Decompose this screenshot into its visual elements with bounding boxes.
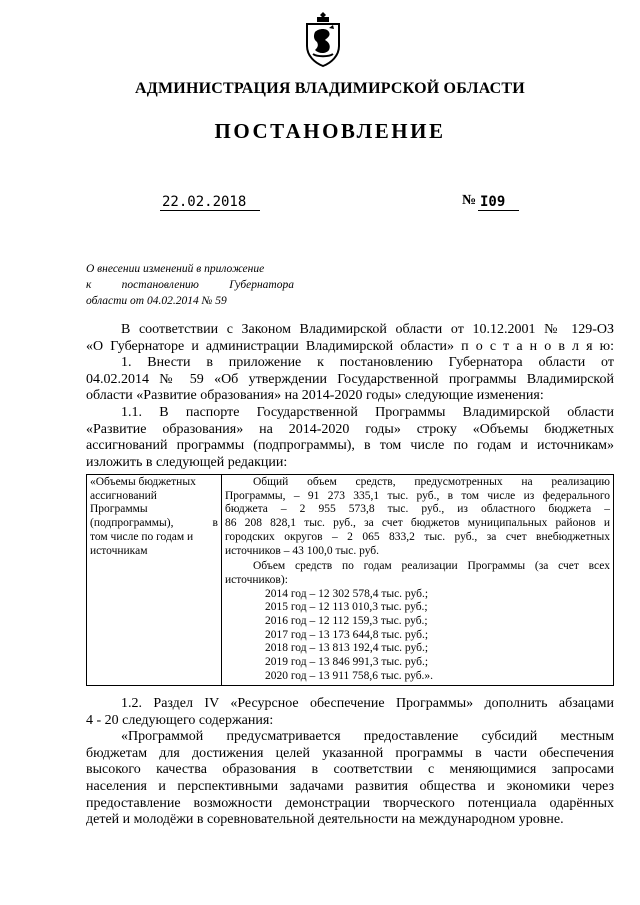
year-line: 2016 год – 12 112 159,3 тыс. руб.; bbox=[265, 615, 428, 628]
section-paragraph bbox=[86, 696, 614, 829]
cell-line: Общий объем средств, предусмотренных на реализацию bbox=[253, 476, 610, 488]
text-line: ассигнований программы (подпрограммы), в том числе по годам и источникам» bbox=[86, 438, 614, 454]
cell-line: Программы bbox=[90, 503, 148, 516]
document-subject bbox=[86, 261, 294, 309]
cell-line: источников – 43 100,0 тыс. руб. bbox=[225, 544, 380, 557]
year-line: 2019 год – 13 846 991,3 тыс. руб.; bbox=[265, 656, 429, 669]
year-line: 2020 год – 13 911 758,6 тыс. руб.». bbox=[265, 669, 434, 682]
cell-line: том числе по годам и bbox=[90, 530, 194, 543]
text-line: В соответствии с Законом Владимирской области от 10.12.2001 № 129-ОЗ bbox=[121, 322, 614, 337]
year-line: 2018 год – 13 813 192,4 тыс. руб.; bbox=[265, 642, 429, 655]
text-line: населения и перспективными задачами развития общества и экономики через bbox=[86, 778, 614, 794]
year-line: 2017 год – 13 173 644,8 тыс. руб.; bbox=[265, 628, 429, 641]
document-type: ПОСТАНОВЛЕНИЕ bbox=[214, 119, 446, 143]
subject-line: О внесении изменений в приложение bbox=[86, 263, 265, 275]
cell-line: ассигнований bbox=[90, 489, 157, 502]
organization-name: АДМИНИСТРАЦИЯ ВЛАДИМИРСКОЙ ОБЛАСТИ bbox=[135, 80, 525, 97]
coat-of-arms-icon bbox=[303, 10, 343, 68]
cell-line: Программы, – 91 273 335,1 тыс. руб., в том числе из федерального bbox=[225, 489, 610, 502]
table-cell-value bbox=[222, 475, 614, 686]
cell-line: (подпрограммы), в bbox=[90, 517, 218, 530]
text-line: области «Развитие образования» на 2014-2020 годы» следующие изменения: bbox=[86, 388, 544, 404]
subject-line: области от 04.02.2014 № 59 bbox=[86, 295, 227, 307]
table-row bbox=[87, 475, 614, 686]
document-date: 22.02.2018 bbox=[160, 194, 260, 211]
subject-line: к постановлению Губернатора bbox=[86, 279, 294, 291]
cell-line: 86 208 828,1 тыс. руб., за счет бюджетов муниципальных районов и bbox=[225, 517, 610, 530]
cell-line: городских округов – 2 065 833,2 тыс. руб., за счет внебюджетных bbox=[225, 530, 610, 543]
cell-line: источников): bbox=[225, 573, 288, 586]
text-line: «Развитие образования» на 2014-2020 годы» строку «Объемы бюджетных bbox=[86, 421, 614, 437]
text-line: бюджетам для достижения целей указанной программы в части обеспечения bbox=[86, 745, 614, 761]
cell-line: источникам bbox=[90, 544, 148, 557]
text-line: детей и молодёжи в соревновательной деятельности на международном уровне. bbox=[86, 812, 564, 828]
text-line: 1.1. В паспорте Государственной Программы Владимирской области bbox=[121, 404, 614, 420]
text-line: 1.2. Раздел IV «Ресурсное обеспечение Программы» дополнить абзацами bbox=[121, 696, 614, 711]
text-line: 4 - 20 следующего содержания: bbox=[86, 712, 274, 728]
budget-table bbox=[86, 474, 614, 686]
table-cell-label bbox=[87, 475, 222, 686]
document-number: I09 bbox=[478, 194, 519, 211]
intro-paragraph bbox=[86, 322, 614, 471]
number-label: № bbox=[462, 193, 477, 208]
year-line: 2015 год – 12 113 010,3 тыс. руб.; bbox=[265, 601, 428, 614]
text-line: высокого качества образования в соответствии с меняющимися запросами bbox=[86, 762, 614, 778]
year-line: 2014 год – 12 302 578,4 тыс. руб.; bbox=[265, 587, 429, 600]
text-line: изложить в следующей редакции: bbox=[86, 454, 288, 470]
cell-line: Объем средств по годам реализации Программы (за счет всех bbox=[253, 560, 610, 573]
text-line: «Программой предусматривается предоставление субсидий местным bbox=[121, 729, 614, 745]
text-line: предоставление возможности демонстрации творческого потенциала одарённых bbox=[86, 795, 614, 811]
text-line: 1. Внести в приложение к постановлению Губернатора области от bbox=[121, 355, 614, 371]
text-line: «О Губернаторе и администрации Владимирской области» п о с т а н о в л я ю: bbox=[86, 338, 614, 354]
text-line: 04.02.2014 № 59 «Об утверждении Государственной программы Владимирской bbox=[86, 371, 614, 387]
cell-line: «Объемы бюджетных bbox=[90, 476, 196, 488]
cell-line: бюджета – 2 955 573,8 тыс. руб., из областного бюджета – bbox=[225, 503, 610, 516]
